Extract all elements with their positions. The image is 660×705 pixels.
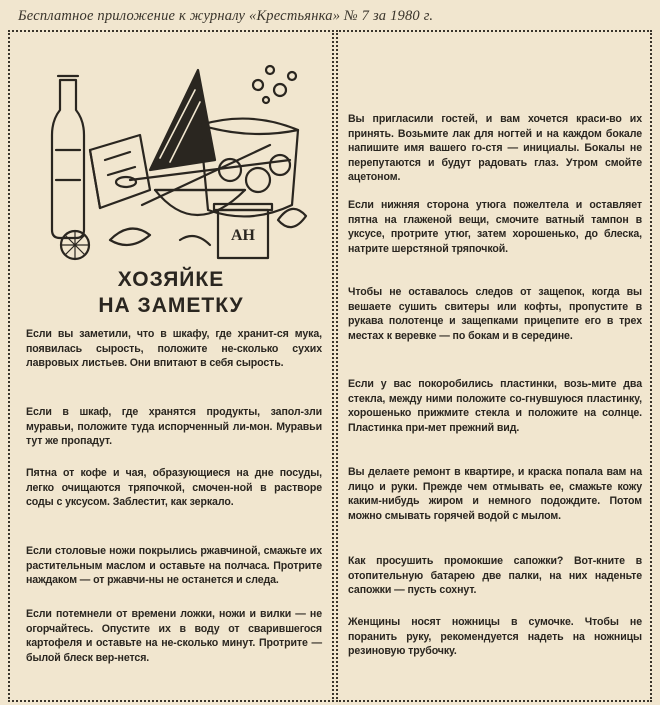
page-title-line-1: ХОЗЯЙКЕ (117, 268, 225, 291)
jar-monogram: АН (231, 227, 255, 244)
right-tip-2: Если нижняя сторона утюга пожелтела и оставляет пятна на глаженой вещи, смочите ватный тампон в уксусе, протрите утюг, затем хорошенько, до блеска, натрите шерстяной тряпочкой. (348, 199, 642, 255)
page-title-line-2: НА ЗАМЕТКУ (98, 294, 244, 317)
left-tip-2: Если в шкаф, где хранятся продукты, запол-зли муравьи, положите туда испорченный ли-мон. Муравьи тут же пропадут. (26, 406, 322, 448)
right-tip-7: Женщины носят ножницы в сумочке. Чтобы не поранить руку, рекомендуется надеть на ножницы резиновую трубочку. (348, 616, 642, 658)
right-tip-5: Вы делаете ремонт в квартире, и краска попала вам на лицо и руки. Прежде чем отмывать ее, смажьте кожу каким-нибудь жиром и немного подождите. Потом можно смывать горячей водой с мылом. (348, 466, 642, 522)
left-tip-5: Если потемнели от времени ложки, ножи и вилки — не огорчайтесь. Опустите их в воду от сварившегося картофеля и оставьте на не-сколько минут. Протрите — былой блеск вер-нется. (26, 608, 322, 664)
left-column (8, 30, 334, 702)
right-tip-3: Чтобы не оставалось следов от защепок, когда вы вешаете сушить свитеры или кофты, пропустите в рукава полотенце и защепками прицепите его в трех местах к веревке — по бокам и в середине. (348, 286, 642, 342)
right-tip-6: Как просушить промокшие сапожки? Вот-кните в отопительную батарею две палки, на них наденьте сапожки — пусть сохнут. (348, 555, 642, 597)
page-header: Бесплатное приложение к журналу «Крестьянка» № 7 за 1980 г. (18, 8, 434, 24)
kitchen-still-life-icon (30, 40, 310, 262)
left-tip-4: Если столовые ножи покрылись ржавчиной, смажьте их растительным маслом и оставьте на полчаса. Протрите наждаком — от ржавчи-ны не останется и следа. (26, 545, 322, 587)
right-column (336, 30, 652, 702)
right-tip-1: Вы пригласили гостей, и вам хочется краси-во их принять. Возьмите лак для ногтей и на каждом бокале напишите имя вашего го-стя — инициалы. Бокалы не перепутаются и будут радовать глаз. Утром смойте ацетоном. (348, 113, 642, 184)
left-tip-1: Если вы заметили, что в шкафу, где хранит-ся мука, появилась сырость, положите не-сколько сухих лавровых листьев. Они впитают в себя сырость. (26, 328, 322, 370)
right-tip-4: Если у вас покоробились пластинки, возь-мите два стекла, между ними положите со-гнувшуюся пластинку, хорошенько прижмите стекла и положите на солнце. Пластинка при-мет прежний вид. (348, 378, 642, 434)
left-tip-3: Пятна от кофе и чая, образующиеся на дне посуды, легко очищаются тряпочкой, смочен-ной в растворе соды с уксусом. Заблестит, как зеркало. (26, 467, 322, 509)
